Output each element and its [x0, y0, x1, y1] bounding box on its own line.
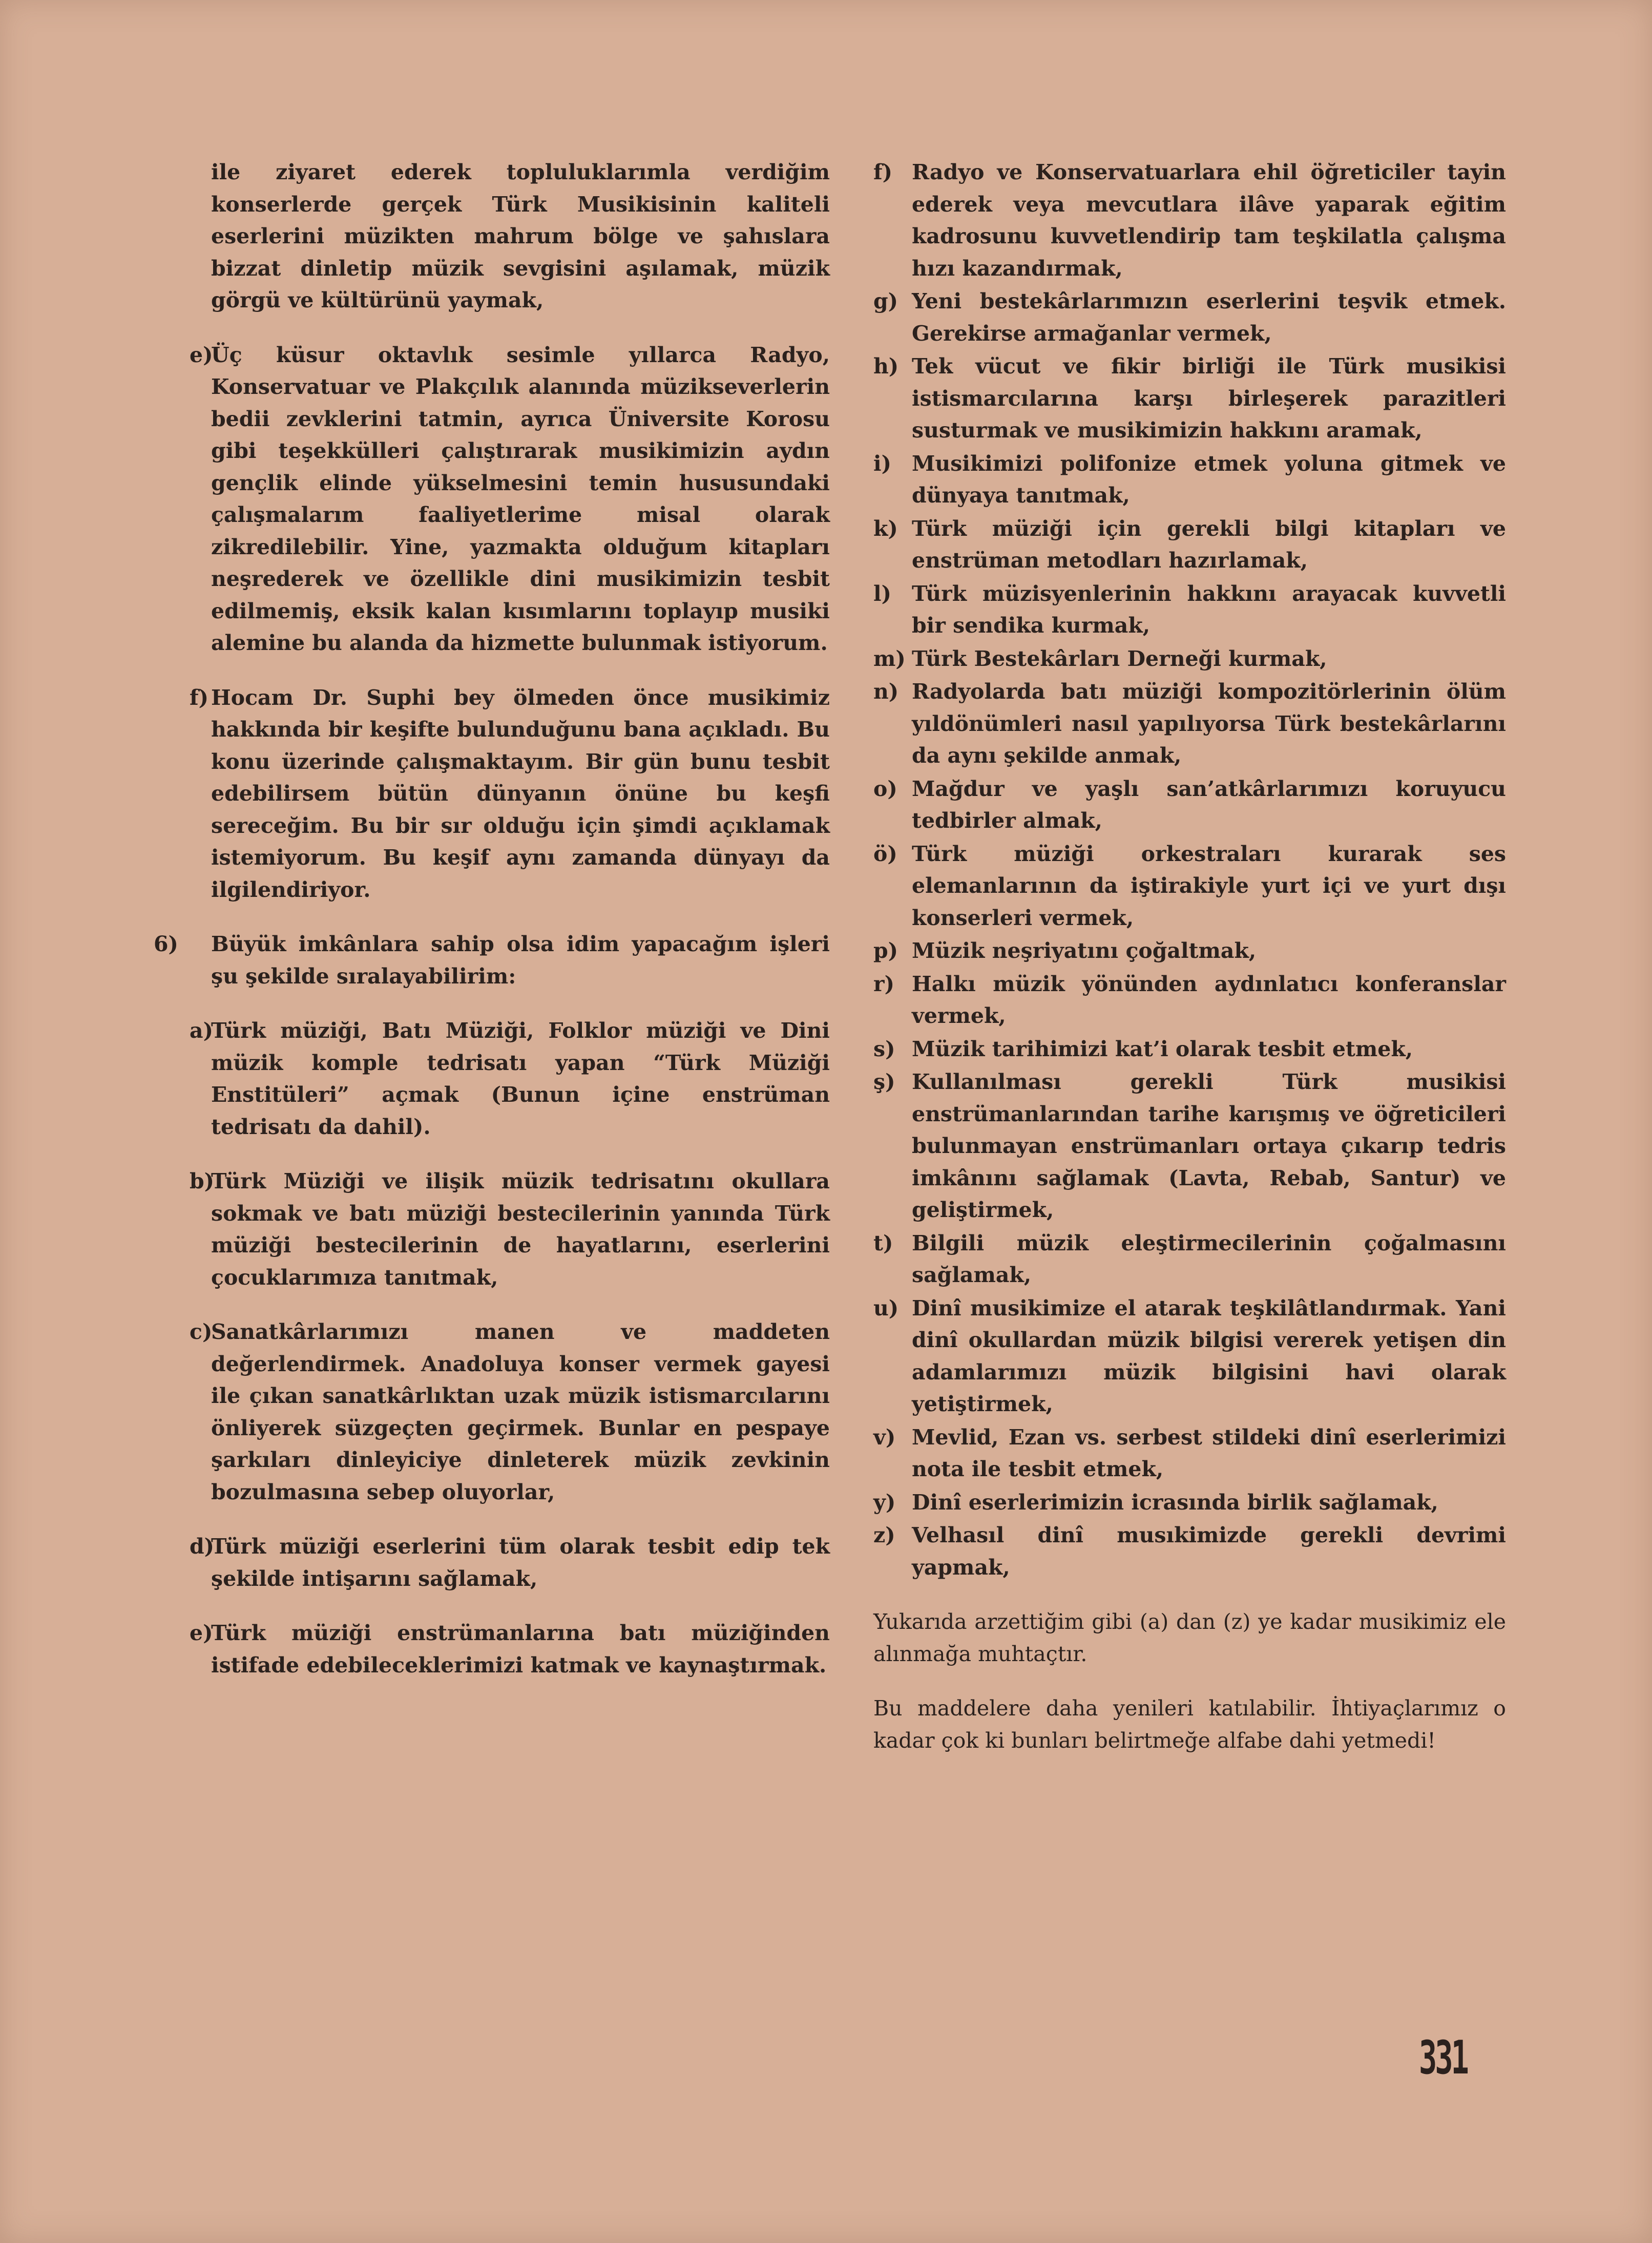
list-text: Büyük imkânlara sahip olsa idim yapacağım işleri şu şekilde sıralayabilirim:	[211, 932, 830, 989]
list-item-6	[154, 928, 830, 992]
list-text: Velhasıl dinî musıkimizde gerekli devrimi yapmak,	[912, 1523, 1506, 1580]
list-text: Dinî musikimize el atarak teşkilâtlandırmak. Yani dinî okullardan müzik bilgisi vererek yetişen din adamlarımızı müzik bilgisini havi olarak yetiştirmek,	[912, 1295, 1506, 1416]
list-item	[873, 968, 1506, 1032]
list-item	[873, 578, 1506, 642]
list-label: d)	[190, 1534, 215, 1559]
list-item-f	[154, 682, 830, 906]
list-text: Mağdur ve yaşlı san’atkârlarımızı koruyucu tedbirler almak,	[912, 776, 1506, 833]
list-label: h)	[873, 354, 899, 379]
page-number: 331	[1419, 2031, 1467, 2085]
list-item-e	[154, 339, 830, 659]
list-text: Kullanılması gerekli Türk musikisi enstrümanlarından tarihe karışmış ve öğreticileri bulunmayan enstrümanları ortaya çıkarıp tedris imkânını sağlamak (Lavta, Rebab, Santur) ve geliştirmek,	[912, 1070, 1506, 1222]
list-label: e)	[190, 1621, 213, 1645]
list-label: m)	[873, 646, 906, 671]
list-label: n)	[873, 679, 899, 704]
list-item	[873, 1519, 1506, 1583]
list-text: Türk müziği eserlerini tüm olarak tesbit edip tek şekilde intişarını sağlamak,	[211, 1534, 830, 1591]
list-text: Müzik tarihimizi kat’i olarak tesbit etmek,	[912, 1036, 1413, 1061]
list-label: y)	[873, 1490, 896, 1515]
list-text: Türk Bestekârları Derneği kurmak,	[912, 646, 1327, 671]
list-item	[873, 513, 1506, 577]
list-text: Müzik neşriyatını çoğaltmak,	[912, 938, 1257, 963]
list-label: f)	[190, 685, 209, 710]
list-label: t)	[873, 1230, 893, 1255]
list-item	[873, 676, 1506, 772]
list-item	[873, 1227, 1506, 1291]
list-item	[873, 773, 1506, 837]
list-text: Hocam Dr. Suphi bey ölmeden önce musikimiz hakkında bir keşifte bulunduğunu bana açıkladı. Bu konu üzerinde çalışmaktayım. Bir gün bunu tesbit edebilirsem bütün dünyanın önüne bu keşfi sereceğim. Bu bir sır olduğu için şimdi açıklamak istemiyorum. Bu keşif aynı zamanda dünyayı da ilgilendiriyor.	[211, 685, 830, 902]
list-label: u)	[873, 1295, 899, 1320]
list-text: Tek vücut ve fikir birliği ile Türk musikisi istismarcılarına karşı birleşerek parazitleri susturmak ve musikimizin hakkını aramak,	[912, 354, 1506, 443]
list-item	[873, 1292, 1506, 1420]
list-item	[873, 1486, 1506, 1519]
list-item-a	[154, 1015, 830, 1143]
right-column	[873, 156, 1506, 1756]
list-text: Sanatkârlarımızı manen ve maddeten değerlendirmek. Anadoluya konser vermek gayesi ile çıkan sanatkârlıktan uzak müzik istismarcılarını önliyerek süzgeçten geçirmek. Bunlar en pespaye şarkıları dinleyiciye dinleterek müzik zevkinin bozulmasına sebep oluyorlar,	[211, 1319, 830, 1504]
list-label: r)	[873, 971, 894, 996]
list-item-b	[154, 1165, 830, 1293]
list-text: Türk müziği enstrümanlarına batı müziğinden istifade edebileceklerimizi katmak ve kaynaştırmak.	[211, 1621, 830, 1678]
list-label: k)	[873, 516, 898, 541]
list-item	[873, 285, 1506, 349]
closing-paragraph-2: Bu maddelere daha yenileri katılabilir. İhtiyaçlarımız o kadar çok ki bunları belirtmeğe alfabe dahi yetmedi!	[873, 1696, 1506, 1753]
list-text: Yeni bestekârlarımızın eserlerini teşvik etmek. Gerekirse armağanlar vermek,	[912, 289, 1506, 346]
list-label: g)	[873, 289, 898, 313]
list-text: Türk müziği için gerekli bilgi kitapları ve enstrüman metodları hazırlamak,	[912, 516, 1506, 573]
list-text: Mevlid, Ezan vs. serbest stildeki dinî eserlerimizi nota ile tesbit etmek,	[912, 1424, 1506, 1481]
list-text: Türk müziği, Batı Müziği, Folklor müziği ve Dini müzik komple tedrisatı yapan “Türk Müziği Enstitüleri” açmak (Bunun içine enstrüman tedrisatı da dahil).	[211, 1018, 830, 1139]
list-item	[873, 643, 1506, 675]
list-item-c	[154, 1316, 830, 1508]
list-label: p)	[873, 938, 898, 963]
list-item-e2	[154, 1617, 830, 1681]
list-item	[873, 156, 1506, 284]
list-label: ş)	[873, 1070, 895, 1094]
continuation-paragraph: ile ziyaret ederek topluluklarımla verdiğim konserlerde gerçek Türk Musikisinin kaliteli eserlerini müzikten mahrum bölge ve şahıslara bizzat dinletip müzik sevgisini aşılamak, müzik görgü ve kültürünü yaymak,	[211, 160, 830, 312]
right-list	[873, 156, 1506, 1583]
list-item	[873, 1066, 1506, 1226]
list-label: o)	[873, 776, 897, 801]
list-item	[873, 448, 1506, 512]
closing-paragraph-1: Yukarıda arzettiğim gibi (a) dan (z) ye kadar musikimiz ele alınmağa muhtaçtır.	[873, 1609, 1506, 1666]
list-label: z)	[873, 1523, 895, 1547]
list-item	[873, 1033, 1506, 1065]
list-text: Radyo ve Konservatuarlara ehil öğreticiler tayin ederek veya mevcutlara ilâve yaparak eğitim kadrosunu kuvvetlendirip tam teşkilatla çalışma hızı kazandırmak,	[912, 160, 1506, 281]
list-text: Musikimizi polifonize etmek yoluna gitmek ve dünyaya tanıtmak,	[912, 451, 1506, 508]
list-text: Halkı müzik yönünden aydınlatıcı konferanslar vermek,	[912, 971, 1506, 1028]
list-label: c)	[190, 1319, 213, 1344]
list-label: ö)	[873, 841, 897, 866]
list-text: Dinî eserlerimizin icrasında birlik sağlamak,	[912, 1490, 1438, 1515]
list-item	[873, 350, 1506, 447]
list-label: e)	[190, 342, 213, 367]
list-label: s)	[873, 1036, 895, 1061]
left-column	[154, 156, 830, 1681]
list-label: f)	[873, 160, 893, 184]
list-label: l)	[873, 581, 891, 606]
list-label: v)	[873, 1424, 896, 1450]
list-text: Üç küsur oktavlık sesimle yıllarca Radyo, Konservatuar ve Plakçılık alanında müzikseverlerin bedii zevklerini tatmin, ayrıca Üniversite Korosu gibi teşekkülleri çalıştırarak musikimizin aydın gençlik elinde yükselmesini temin hususundaki çalışmalarım faaliyetlerime misal olarak zikredilebilir. Yine, yazmakta olduğum kitapları neşrederek ve özellikle dini musikimizin tesbit edilmemiş, eksik kalan kısımlarını toplayıp musiki alemine bu alanda da hizmette bulunmak istiyorum.	[211, 342, 830, 655]
list-label: b)	[190, 1169, 215, 1193]
list-text: Türk müziği orkestraları kurarak ses elemanlarının da iştirakiyle yurt içi ve yurt dışı konserleri vermek,	[912, 841, 1506, 930]
list-text: Türk müzisyenlerinin hakkını arayacak kuvvetli bir sendika kurmak,	[912, 581, 1506, 638]
list-item	[873, 935, 1506, 967]
list-label: a)	[190, 1018, 213, 1043]
list-item-d	[154, 1531, 830, 1595]
list-label: i)	[873, 451, 891, 476]
list-label: 6)	[154, 932, 178, 956]
list-item	[873, 1421, 1506, 1485]
list-item	[873, 838, 1506, 934]
list-text: Radyolarda batı müziği kompozitörlerinin ölüm yıldönümleri nasıl yapılıyorsa Türk bestekârlarını da aynı şekilde anmak,	[912, 679, 1506, 768]
list-text: Bilgili müzik eleştirmecilerinin çoğalmasını sağlamak,	[912, 1230, 1506, 1287]
list-text: Türk Müziği ve ilişik müzik tedrisatını okullara sokmak ve batı müziği bestecilerinin yanında Türk müziği bestecilerinin de hayatlarını, eserlerini çocuklarımıza tanıtmak,	[211, 1169, 830, 1290]
